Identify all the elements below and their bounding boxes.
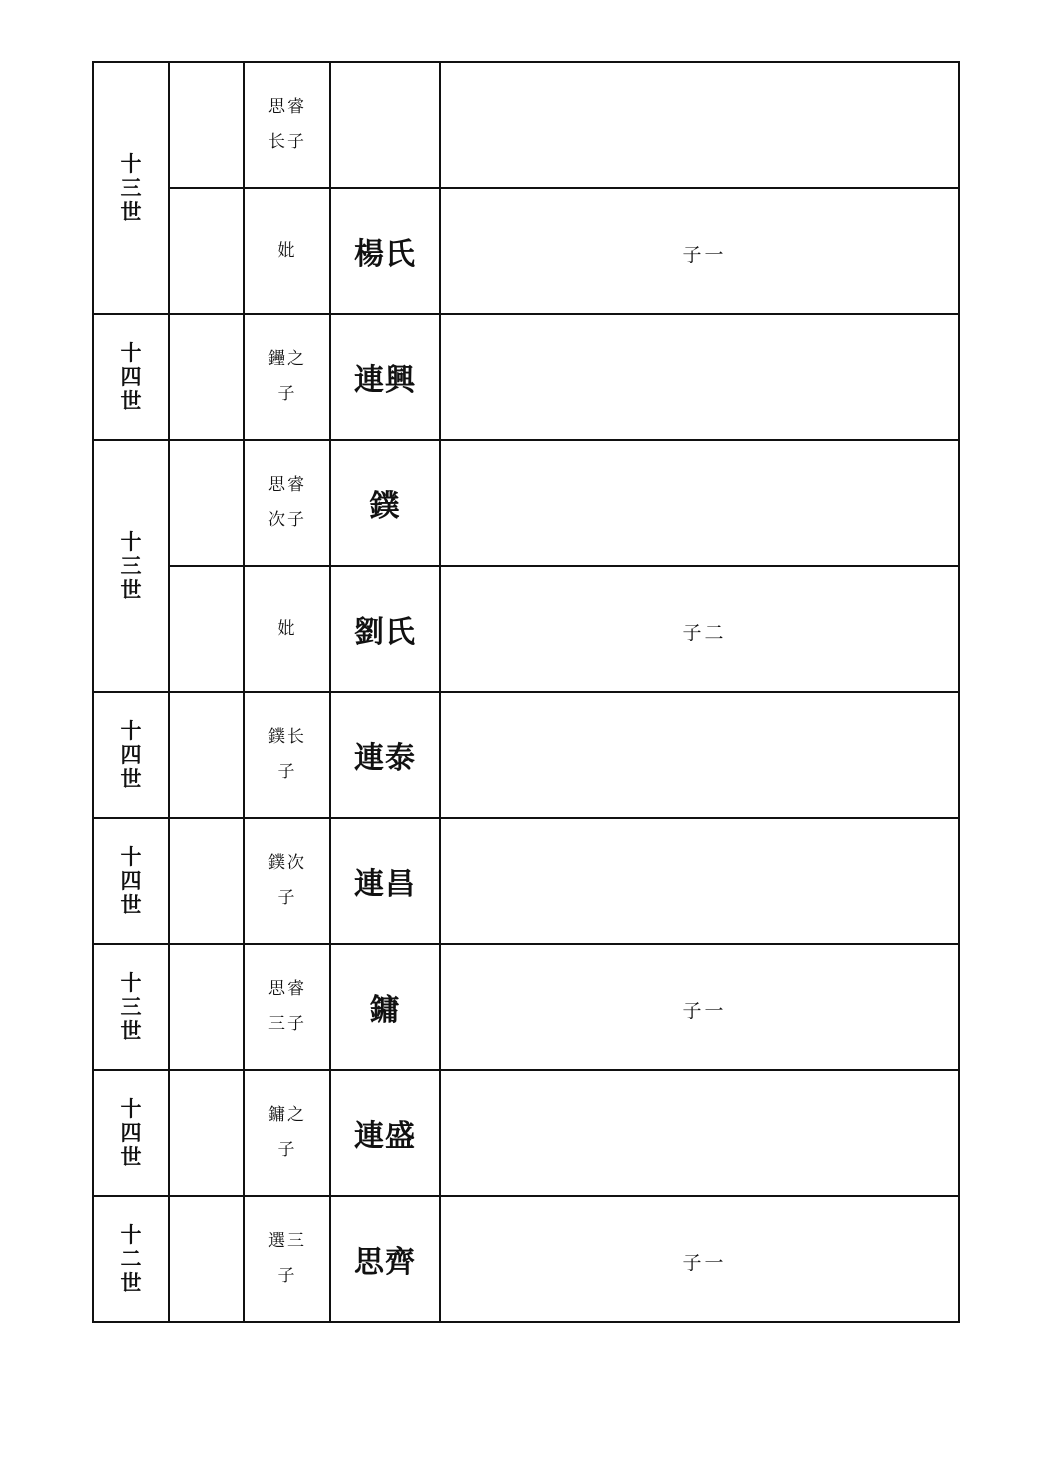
relation-cell <box>244 566 330 692</box>
note-text: 子二 <box>682 621 727 644</box>
blank-cell <box>169 692 244 818</box>
person-name: 鏷 <box>369 489 401 524</box>
name-cell <box>330 692 440 818</box>
note-text <box>441 123 958 127</box>
note-cell <box>440 188 959 314</box>
note-cell <box>440 944 959 1070</box>
note-cell <box>440 1196 959 1322</box>
relation-label: 妣 <box>277 240 297 261</box>
relation-label: 鏞之子 <box>268 1105 306 1160</box>
person-name: 楊氏 <box>354 237 416 272</box>
blank-cell <box>169 944 244 1070</box>
relation-label: 鑸之子 <box>268 349 306 404</box>
note-cell <box>440 692 959 818</box>
name-cell <box>330 62 440 188</box>
name-cell <box>330 818 440 944</box>
relation-cell <box>244 1196 330 1322</box>
table-row <box>93 62 959 188</box>
blank-cell <box>169 62 244 188</box>
generation-label: 十四世 <box>120 843 142 918</box>
note-text <box>441 879 958 883</box>
blank-cell <box>169 566 244 692</box>
blank-cell <box>169 188 244 314</box>
note-cell <box>440 62 959 188</box>
generation-label: 十三世 <box>120 528 142 603</box>
generation-cell <box>93 440 169 692</box>
table-row <box>93 440 959 566</box>
generation-label: 十四世 <box>120 1095 142 1170</box>
relation-cell <box>244 692 330 818</box>
note-text: 子一 <box>682 1251 727 1274</box>
blank-cell <box>169 440 244 566</box>
note-text <box>441 501 958 505</box>
note-text: 子一 <box>682 243 727 266</box>
generation-cell <box>93 1196 169 1322</box>
relation-cell <box>244 818 330 944</box>
note-cell <box>440 314 959 440</box>
name-cell <box>330 1070 440 1196</box>
blank-cell <box>169 1070 244 1196</box>
blank-cell <box>169 1196 244 1322</box>
note-text: 子一 <box>682 999 727 1022</box>
relation-cell <box>244 440 330 566</box>
generation-cell <box>93 1070 169 1196</box>
name-cell <box>330 440 440 566</box>
blank-cell <box>169 314 244 440</box>
relation-label: 鏷次子 <box>268 853 306 908</box>
note-cell <box>440 818 959 944</box>
table-row <box>93 692 959 818</box>
generation-cell <box>93 62 169 314</box>
generation-cell <box>93 818 169 944</box>
name-cell <box>330 1196 440 1322</box>
relation-label: 思睿次子 <box>268 475 306 530</box>
relation-label: 思睿三子 <box>268 979 306 1034</box>
name-cell <box>330 188 440 314</box>
note-cell <box>440 440 959 566</box>
person-name: 劉氏 <box>354 615 416 650</box>
person-name: 連盛 <box>354 1119 416 1154</box>
generation-cell <box>93 314 169 440</box>
name-cell <box>330 566 440 692</box>
relation-cell <box>244 62 330 188</box>
generation-cell <box>93 692 169 818</box>
genealogy-table <box>92 61 960 1323</box>
note-text <box>441 753 958 757</box>
name-cell <box>330 944 440 1070</box>
name-cell <box>330 314 440 440</box>
relation-cell <box>244 314 330 440</box>
relation-cell <box>244 188 330 314</box>
person-name: 鏞 <box>369 993 401 1028</box>
table-row <box>93 188 959 314</box>
table-row <box>93 1196 959 1322</box>
generation-cell <box>93 944 169 1070</box>
person-name: 思齊 <box>354 1245 416 1280</box>
table-row <box>93 1070 959 1196</box>
relation-cell <box>244 944 330 1070</box>
person-name: 連興 <box>354 363 416 398</box>
generation-label: 十四世 <box>120 339 142 414</box>
note-cell <box>440 566 959 692</box>
note-cell <box>440 1070 959 1196</box>
relation-label: 思睿长子 <box>268 97 306 152</box>
relation-label: 妣 <box>277 618 297 639</box>
note-text <box>441 1131 958 1135</box>
person-name: 連昌 <box>354 867 416 902</box>
generation-label: 十四世 <box>120 717 142 792</box>
generation-label: 十二世 <box>120 1221 142 1296</box>
generation-label: 十三世 <box>120 969 142 1044</box>
relation-label: 鏷长子 <box>268 727 306 782</box>
table-row <box>93 818 959 944</box>
blank-cell <box>169 818 244 944</box>
note-text <box>441 375 958 379</box>
table-row <box>93 566 959 692</box>
table-row <box>93 314 959 440</box>
generation-label: 十三世 <box>120 150 142 225</box>
table-row <box>93 944 959 1070</box>
relation-label: 選三子 <box>268 1231 306 1286</box>
person-name: 連泰 <box>354 741 416 776</box>
relation-cell <box>244 1070 330 1196</box>
